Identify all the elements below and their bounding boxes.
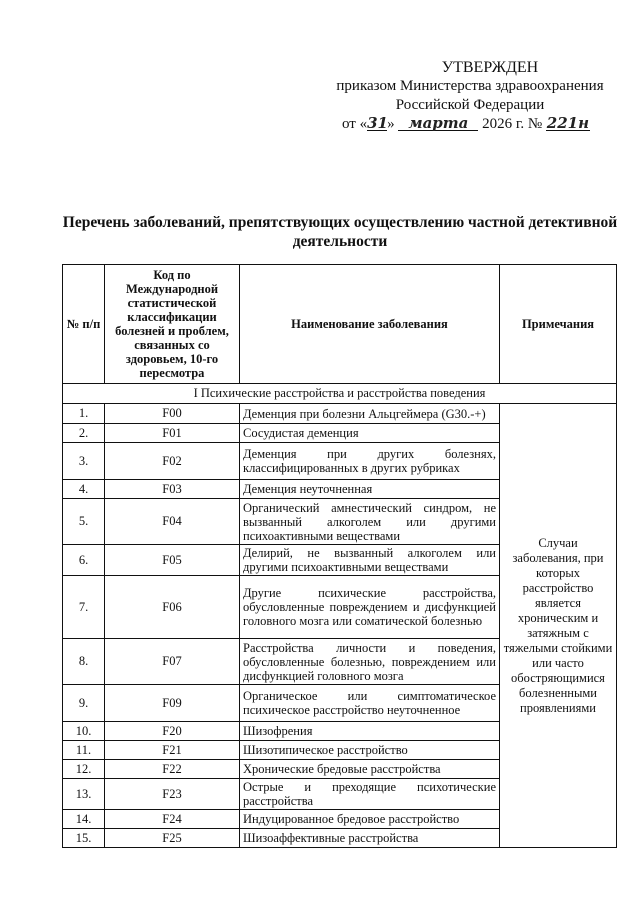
header-code: Код по Международной статистической классификации болезней и проблем, связанных со здоровьем, 10-го пересмотра <box>105 265 240 384</box>
row-code: F06 <box>105 576 240 639</box>
row-disease-name: Шизофрения <box>240 722 500 741</box>
row-disease-name: Шизотипическое расстройство <box>240 741 500 760</box>
diseases-table <box>62 264 617 848</box>
row-number: 9. <box>63 685 105 722</box>
row-code: F01 <box>105 424 240 443</box>
table-row <box>63 404 617 424</box>
header-note: Примечания <box>500 265 617 384</box>
row-code: F03 <box>105 480 240 499</box>
row-number: 3. <box>63 443 105 480</box>
date-mid: » <box>387 116 395 132</box>
approval-heading: УТВЕРЖДЕН <box>441 59 539 76</box>
row-code: F04 <box>105 499 240 545</box>
table-header-row <box>63 265 617 384</box>
date-year: 2026 г. № <box>482 116 543 132</box>
row-disease-name: Острые и преходящие психотические расстройства <box>240 779 500 810</box>
row-code: F21 <box>105 741 240 760</box>
row-code: F09 <box>105 685 240 722</box>
row-code: F00 <box>105 404 240 424</box>
section-row <box>63 384 617 404</box>
row-number: 14. <box>63 810 105 829</box>
approval-block <box>330 58 610 134</box>
row-number: 15. <box>63 829 105 848</box>
row-number: 8. <box>63 639 105 685</box>
row-disease-name: Шизоаффективные расстройства <box>240 829 500 848</box>
approval-ministry-line: Российской Федерации <box>395 97 545 113</box>
row-disease-name: Деменция при других болезнях, классифицированных в других рубриках <box>240 443 500 480</box>
approval-order-line: приказом Министерства здравоохранения <box>336 78 604 94</box>
row-number: 10. <box>63 722 105 741</box>
row-number: 4. <box>63 480 105 499</box>
header-name: Наименование заболевания <box>240 265 500 384</box>
row-disease-name: Делирий, не вызванный алкоголем или другими психоактивными веществами <box>240 545 500 576</box>
document-title: Перечень заболеваний, препятствующих осуществлению частной детективной деятельности <box>62 214 618 250</box>
date-day: 31 <box>367 114 388 132</box>
row-code: F05 <box>105 545 240 576</box>
row-number: 2. <box>63 424 105 443</box>
row-number: 6. <box>63 545 105 576</box>
row-number: 7. <box>63 576 105 639</box>
row-disease-name: Органическое или симптоматическое психическое расстройство неуточненное <box>240 685 500 722</box>
row-disease-name: Расстройства личности и поведения, обусловленные болезнью, повреждением или дисфункцией головного мозга <box>240 639 500 685</box>
approval-date-line <box>330 115 610 134</box>
row-disease-name: Индуцированное бредовое расстройство <box>240 810 500 829</box>
row-code: F20 <box>105 722 240 741</box>
row-note: Случаи заболевания, при которых расстройство является хроническим и затяжным с тяжелыми стойкими или часто обостряющимися болезненными проявлениями <box>500 404 617 848</box>
row-disease-name: Сосудистая деменция <box>240 424 500 443</box>
row-disease-name: Хронические бредовые расстройства <box>240 760 500 779</box>
row-disease-name: Органический амнестический синдром, не вызванный алкоголем или другими психоактивными веществами <box>240 499 500 545</box>
date-prefix: от « <box>342 116 368 132</box>
row-code: F25 <box>105 829 240 848</box>
row-code: F23 <box>105 779 240 810</box>
row-disease-name: Другие психические расстройства, обусловленные повреждением и дисфункцией головного мозга или соматической болезнью <box>240 576 500 639</box>
row-number: 5. <box>63 499 105 545</box>
order-number: 221н <box>546 114 590 132</box>
section-title: I Психические расстройства и расстройства поведения <box>63 384 617 404</box>
row-code: F07 <box>105 639 240 685</box>
row-code: F02 <box>105 443 240 480</box>
row-disease-name: Деменция неуточненная <box>240 480 500 499</box>
header-num: № п/п <box>63 265 105 384</box>
row-number: 1. <box>63 404 105 424</box>
row-disease-name: Деменция при болезни Альцгеймера (G30.-+) <box>240 404 500 424</box>
row-number: 13. <box>63 779 105 810</box>
row-number: 11. <box>63 741 105 760</box>
row-code: F24 <box>105 810 240 829</box>
row-number: 12. <box>63 760 105 779</box>
date-month: марта <box>398 116 478 131</box>
row-code: F22 <box>105 760 240 779</box>
